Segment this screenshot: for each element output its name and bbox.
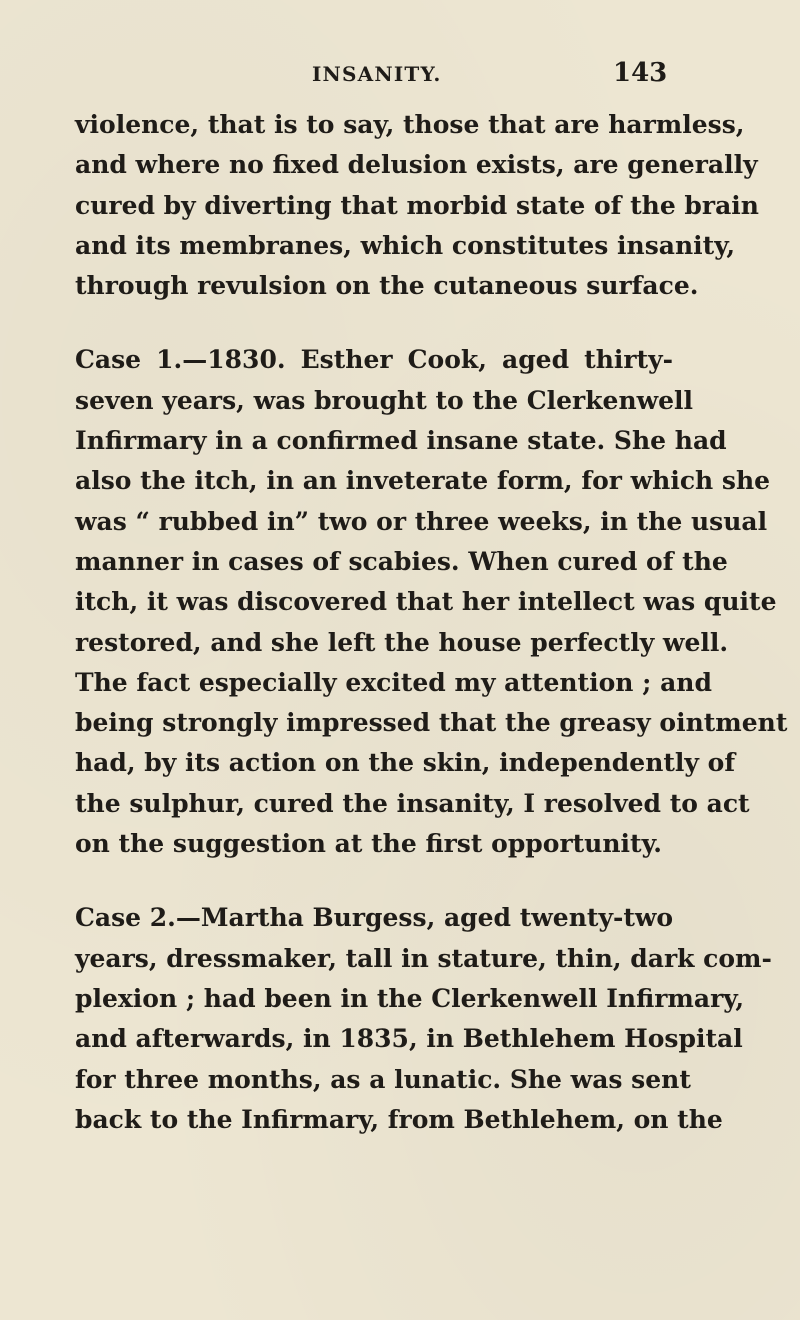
page-number: 143 <box>613 58 668 88</box>
text-line: on the suggestion at the first opportunity. <box>75 829 662 859</box>
text-line: plexion ; had been in the Clerkenwell Infirmary, <box>75 983 745 1013</box>
text-line: being strongly impressed that the greasy ointment <box>75 708 788 738</box>
text-line: Infirmary in a confirmed insane state. She had <box>75 426 727 456</box>
text-line: violence, that is to say, those that are harmless, <box>75 110 745 139</box>
paragraph-gap <box>75 306 673 340</box>
text-line: itch, it was discovered that her intellect was quite <box>75 587 777 617</box>
text-line: back to the Infirmary, from Bethlehem, on the <box>75 1104 723 1134</box>
text-line: Case 2.—Martha Burgess, aged twenty-two <box>75 903 674 933</box>
paragraph-gap <box>75 864 673 898</box>
text-line: had, by its action on the skin, independently of <box>75 748 736 778</box>
text-line: restored, and she left the house perfectly well. <box>75 627 729 657</box>
text-line: through revulsion on the cutaneous surface. <box>75 271 699 301</box>
text-line: and its membranes, which constitutes insanity, <box>75 230 736 260</box>
text-line: The fact especially excited my attention ; and <box>75 667 712 697</box>
text-line: also the itch, in an inveterate form, for which she <box>75 466 771 496</box>
running-header <box>0 58 800 92</box>
text-line: for three months, as a lunatic. She was sent <box>75 1064 691 1094</box>
paragraph-case-1 <box>75 340 788 864</box>
text-line: the sulphur, cured the insanity, I resolved to act <box>75 788 750 818</box>
text-line: seven years, was brought to the Clerkenwell <box>75 385 694 415</box>
text-line: years, dressmaker, tall in stature, thin, dark com- <box>75 943 772 973</box>
text-line: and afterwards, in 1835, in Bethlehem Hospital <box>75 1024 743 1054</box>
body-text <box>75 105 788 1140</box>
paragraph-case-2 <box>75 898 772 1140</box>
running-title: INSANITY. <box>312 62 442 86</box>
text-line: cured by diverting that morbid state of the brain <box>75 190 759 220</box>
text-line: and where no fixed delusion exists, are generally <box>75 150 758 180</box>
text-line: was “ rubbed in” two or three weeks, in the usual <box>75 506 768 536</box>
paragraph-intro <box>75 105 759 306</box>
text-line: manner in cases of scabies. When cured of the <box>75 546 728 576</box>
text-line: Case 1.—1830. Esther Cook, aged thirty- <box>75 345 673 375</box>
